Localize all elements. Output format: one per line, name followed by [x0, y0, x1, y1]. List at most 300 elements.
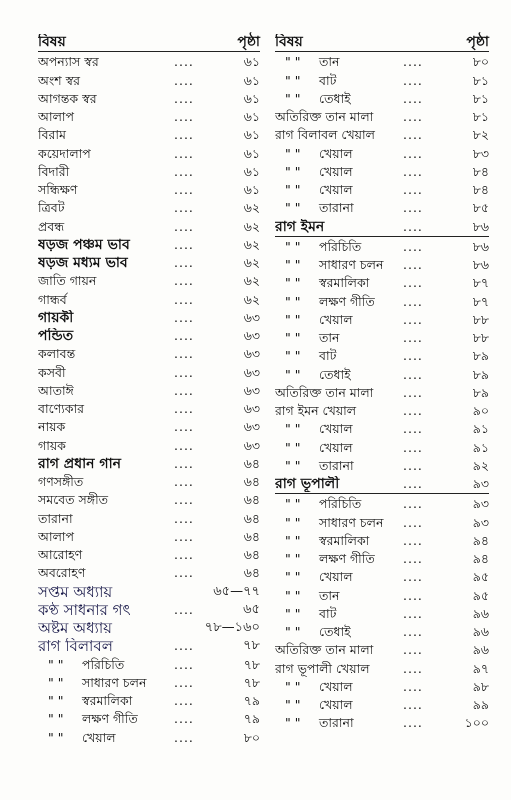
leader-dots: .... [174, 419, 194, 435]
leader-dots: .... [403, 275, 423, 291]
page-number: ৬২ [243, 236, 260, 252]
leader-dots: .... [403, 569, 423, 585]
entry-text: বিরাম [38, 127, 66, 143]
ditto-mark: " " [285, 715, 301, 731]
entry-title [38, 164, 174, 180]
entry-text: অতিরিক্ত তান মালা [275, 384, 374, 400]
leader-dots: .... [174, 711, 194, 727]
entry-title [38, 54, 174, 70]
page-number: ৯২ [472, 457, 489, 473]
toc-entry [38, 709, 260, 727]
ditto-mark: " " [285, 330, 301, 345]
toc-entry [38, 362, 260, 380]
leader-dots: .... [403, 90, 423, 106]
ditto-mark: " " [285, 366, 301, 382]
page-number: ৮১ [472, 109, 489, 124]
toc-entry [275, 198, 489, 216]
page-number: ৯০ [472, 403, 489, 418]
entry-text: তান [319, 54, 340, 70]
entry-title [275, 551, 403, 567]
entry-text: আতাঈ [38, 382, 74, 398]
entry-text: বাট [319, 348, 337, 364]
leader-dots: .... [403, 348, 423, 364]
entry-text: ত্রিবট [38, 200, 65, 216]
page-number: ৬৩ [243, 346, 260, 362]
page-number: ৯৭ [472, 660, 489, 676]
entry-text: অষ্টম অধ্যায় [38, 620, 113, 636]
entry-title [275, 440, 403, 456]
entry-title [38, 492, 174, 508]
entry-text: নায়ক [38, 419, 66, 435]
toc-entry [275, 401, 489, 419]
leader-dots: .... [174, 72, 194, 88]
entry-text: খেয়াল [319, 678, 353, 694]
entry-text: সমবেত সঙ্গীত [38, 492, 109, 508]
entry-text: তারানা [319, 200, 354, 216]
ditto-mark: " " [285, 293, 301, 309]
toc-entry [38, 727, 260, 745]
entry-title [275, 496, 403, 512]
leader-dots: .... [174, 127, 194, 143]
entry-title [38, 401, 174, 417]
page-number: ৮৪ [472, 182, 489, 197]
entry-text: অপন্যাস স্বর [38, 54, 99, 70]
entry-title [275, 182, 403, 198]
ditto-mark: " " [285, 532, 301, 548]
entry-text: গায়ক [38, 437, 66, 453]
leader-dots: .... [403, 72, 423, 88]
entry-title [38, 91, 174, 107]
toc-entry [38, 527, 260, 545]
page-number: ৬১ [243, 182, 260, 197]
page-number: ৯৬ [472, 605, 489, 621]
page-number: ৯৯ [472, 697, 489, 712]
leader-dots: .... [403, 311, 423, 327]
entry-text: আরোহণ [38, 547, 83, 562]
leader-dots: .... [174, 346, 194, 362]
entry-text: রাগ প্রধান গান [38, 455, 121, 472]
entry-title [275, 642, 403, 658]
ditto-mark: " " [285, 145, 301, 161]
ditto-mark: " " [285, 496, 301, 512]
entry-text: রাগ বিলাবল খেয়াল [275, 127, 375, 143]
leader-dots: .... [174, 729, 194, 745]
ditto-mark: " " [285, 457, 301, 473]
page-number: ৬৪ [243, 565, 260, 581]
toc-right-column [275, 30, 489, 731]
entry-title [275, 275, 403, 291]
page-number: ৯৬ [472, 642, 489, 658]
ditto-mark: " " [285, 275, 301, 291]
entry-title [38, 602, 174, 618]
entry-title [38, 693, 174, 709]
toc-left-column [38, 30, 260, 746]
entry-title [275, 164, 403, 180]
toc-entry [38, 691, 260, 709]
leader-dots: .... [174, 309, 194, 325]
entry-title [275, 715, 403, 731]
page-number: ৯৩ [472, 514, 489, 530]
toc-entry [275, 346, 489, 364]
page-number: ৬২ [243, 273, 260, 289]
entry-text: গণসঙ্গীত [38, 474, 84, 489]
entry-title [275, 219, 403, 235]
toc-entry [38, 490, 260, 508]
entry-title [38, 547, 174, 563]
toc-entry [38, 308, 260, 326]
entry-title [275, 200, 403, 216]
page-number: ৬১ [243, 72, 260, 88]
toc-entry [275, 107, 489, 125]
page-number: ৭৯ [243, 693, 260, 708]
page-number: ৮৬ [472, 238, 489, 254]
page-number: ৭৮ [243, 656, 260, 672]
toc-entry [275, 125, 489, 143]
toc-entry [38, 180, 260, 198]
ditto-mark: " " [285, 182, 301, 197]
entry-text: খেয়াল [319, 182, 353, 197]
entry-title [275, 239, 403, 255]
toc-entry [275, 237, 489, 255]
entry-title [38, 456, 174, 472]
entry-title [275, 697, 403, 713]
subject-heading: বিষয় [275, 34, 303, 50]
leader-dots: .... [174, 401, 194, 416]
entry-title [275, 458, 403, 474]
entry-title [38, 657, 174, 673]
entry-title [38, 730, 174, 746]
entry-text: তারানা [38, 510, 73, 526]
toc-entry [38, 673, 260, 691]
entry-text: খেয়াল [82, 729, 116, 745]
entry-text: খেয়াল [319, 569, 353, 585]
entry-title [38, 292, 174, 308]
leader-dots: .... [403, 182, 423, 197]
entry-title [275, 127, 403, 143]
entry-text: সাধারণ চলন [319, 514, 384, 530]
entry-text: তারানা [319, 715, 354, 731]
entry-title [38, 565, 174, 581]
toc-entry [275, 640, 489, 658]
page-number: ৮৯ [472, 384, 489, 400]
page-number: ৬৪ [243, 474, 260, 489]
leader-dots: .... [174, 601, 194, 617]
leader-dots: .... [174, 182, 194, 197]
entry-title [38, 438, 174, 454]
toc-entry [275, 255, 489, 273]
entry-title [275, 367, 403, 383]
toc-entry [38, 125, 260, 143]
toc-header [275, 30, 489, 50]
page-number: ৮৭ [472, 275, 489, 291]
toc-entry [38, 399, 260, 417]
leader-dots: .... [174, 437, 194, 453]
leader-dots: .... [174, 218, 194, 234]
entry-title [275, 73, 403, 89]
leader-dots: .... [403, 384, 423, 400]
entry-text: জাতি গায়ন [38, 273, 97, 289]
entry-text: আলাপ [38, 528, 75, 544]
toc-entry [275, 419, 489, 437]
entry-text: রাগ ভূপালী [275, 476, 340, 492]
toc-entry [275, 604, 489, 622]
leader-dots: .... [403, 496, 423, 512]
page-number: ৮৯ [472, 366, 489, 382]
entry-title [38, 711, 174, 727]
entry-title [38, 182, 174, 198]
entry-title [38, 73, 174, 89]
toc-header [38, 30, 260, 50]
toc-entry [275, 328, 489, 346]
entry-title [275, 403, 403, 419]
page-number: ৬১ [243, 109, 260, 124]
ditto-mark: " " [285, 624, 301, 639]
leader-dots: .... [403, 715, 423, 731]
entry-title [275, 624, 403, 640]
page-number: ৯১ [472, 439, 489, 455]
toc-entry [38, 143, 260, 161]
entry-title [275, 606, 403, 622]
toc-entry [38, 654, 260, 672]
toc-entry [275, 512, 489, 530]
leader-dots: .... [174, 163, 194, 179]
toc-entry [275, 70, 489, 88]
page-number: ১০০ [464, 715, 489, 731]
entry-title [38, 419, 174, 435]
ditto-mark: " " [48, 693, 64, 708]
toc-entry [38, 508, 260, 526]
leader-dots: .... [174, 565, 194, 581]
ditto-mark: " " [285, 605, 301, 621]
leader-dots: .... [403, 532, 423, 548]
toc-entry [38, 344, 260, 362]
entry-text: অতিরিক্ত তান মালা [275, 109, 374, 124]
page-number: ৮৫ [472, 200, 489, 216]
page-number: ৭৮ [243, 638, 260, 654]
toc-entries-right [275, 52, 489, 731]
toc-entry [38, 435, 260, 453]
ditto-mark: " " [285, 257, 301, 272]
page-number: ৬৫—৭৭ [213, 583, 260, 599]
leader-dots: .... [174, 328, 194, 343]
page-number: ৬২ [243, 218, 260, 234]
entry-title [38, 219, 174, 235]
page-number: ৯৩ [472, 496, 489, 512]
leader-dots: .... [174, 200, 194, 216]
toc-entry [275, 494, 489, 512]
leader-dots: .... [403, 127, 423, 143]
page-number: ৯৬ [472, 624, 489, 639]
page-number: ৯৫ [472, 569, 489, 585]
entry-text: রাগ ইমন খেয়াল [275, 403, 357, 418]
toc-entry [38, 454, 260, 472]
entry-text: খেয়াল [319, 163, 353, 179]
toc-entry [38, 253, 260, 271]
page-number: ৯১ [472, 421, 489, 437]
entry-text: বাট [319, 72, 337, 88]
page-number: ৯৩ [472, 476, 489, 491]
leader-dots: .... [403, 145, 423, 161]
entry-text: তেধাই [319, 624, 351, 639]
ditto-mark: " " [285, 90, 301, 106]
page-number: ৬৩ [243, 419, 260, 435]
entry-text: খেয়াল [319, 311, 353, 327]
leader-dots: .... [403, 678, 423, 694]
toc-entry [38, 581, 260, 599]
entry-text: সন্ধিক্ষণ [38, 182, 78, 197]
page-number: ৬২ [243, 291, 260, 307]
entry-text: কয়েদালাপ [38, 145, 91, 161]
leader-dots: .... [174, 236, 194, 252]
leader-dots: .... [403, 218, 423, 234]
entry-title [38, 109, 174, 125]
entry-title [38, 383, 174, 399]
entry-text: রাগ ইমন [275, 218, 325, 235]
leader-dots: .... [403, 293, 423, 309]
page-number: ৬৪ [243, 528, 260, 544]
page-number: ৮১ [472, 72, 489, 88]
page-number: ৭৮—১৬০ [204, 620, 260, 635]
toc-entry [38, 216, 260, 234]
leader-dots: .... [403, 697, 423, 712]
toc-entry [275, 456, 489, 474]
ditto-mark: " " [285, 238, 301, 254]
leader-dots: .... [174, 291, 194, 307]
ditto-mark: " " [285, 587, 301, 603]
entry-title [275, 91, 403, 107]
entry-title [275, 109, 403, 125]
leader-dots: .... [403, 330, 423, 345]
leader-dots: .... [174, 528, 194, 544]
entry-text: সাধারণ চলন [82, 674, 147, 690]
page-heading: পৃষ্ঠা [237, 34, 260, 50]
toc-entry [38, 326, 260, 344]
page-number: ৬৩ [243, 382, 260, 398]
ditto-mark: " " [285, 348, 301, 364]
leader-dots: .... [174, 674, 194, 690]
entry-text: খেয়াল [319, 697, 353, 712]
leader-dots: .... [403, 660, 423, 676]
page-number: ৮৩ [472, 145, 489, 161]
leader-dots: .... [174, 455, 194, 471]
entry-text: বাট [319, 605, 337, 621]
page-number: ৬৪ [243, 455, 260, 471]
entry-text: তেধাই [319, 90, 351, 106]
leader-dots: .... [403, 238, 423, 254]
ditto-mark: " " [48, 656, 64, 672]
toc-entry [275, 273, 489, 291]
page-number: ৯৮ [472, 678, 489, 694]
leader-dots: .... [174, 273, 194, 289]
leader-dots: .... [403, 439, 423, 455]
toc-entry [275, 713, 489, 731]
leader-dots: .... [403, 421, 423, 437]
ditto-mark: " " [285, 72, 301, 88]
entry-title [275, 330, 403, 346]
entry-text: স্বরমালিকা [82, 693, 133, 708]
page-number: ৮১ [472, 90, 489, 106]
entry-title [38, 127, 174, 143]
entry-text: লক্ষণ গীতি [319, 551, 375, 566]
page-number: ৮৬ [472, 218, 489, 234]
toc-entry [275, 52, 489, 70]
toc-entry [275, 310, 489, 328]
entry-title [38, 584, 174, 600]
leader-dots: .... [174, 547, 194, 562]
entry-text: রাগ বিলাবল [38, 638, 113, 655]
toc-entry [38, 70, 260, 88]
entry-text: তেধাই [319, 366, 351, 382]
entry-text: খেয়াল [319, 439, 353, 455]
entry-title [38, 675, 174, 691]
page-heading: পৃষ্ঠা [466, 34, 489, 50]
page-number: ৬১ [243, 145, 260, 161]
entry-text: তান [319, 330, 340, 345]
toc-entry [275, 695, 489, 713]
leader-dots: .... [174, 492, 194, 508]
toc-entry [38, 198, 260, 216]
entry-text: পন্ডিত [38, 328, 74, 344]
page-number: ৬৩ [243, 437, 260, 453]
entry-title [275, 679, 403, 695]
entry-text: বিদারী [38, 163, 70, 179]
page-number: ৯৫ [472, 587, 489, 603]
entry-title [38, 237, 174, 253]
page-number: ৭৮ [243, 674, 260, 690]
leader-dots: .... [403, 54, 423, 70]
leader-dots: .... [403, 257, 423, 272]
toc-entry [38, 472, 260, 490]
ditto-mark: " " [285, 421, 301, 437]
ditto-mark: " " [285, 54, 301, 70]
ditto-mark: " " [285, 311, 301, 327]
entry-text: অংশ স্বর [38, 72, 81, 88]
toc-entry [275, 474, 489, 492]
entry-text: প্রবন্ধ [38, 218, 65, 234]
ditto-mark: " " [48, 711, 64, 727]
page-number: ৬১ [243, 163, 260, 179]
entry-text: আলাপ [38, 109, 75, 124]
ditto-mark: " " [48, 674, 64, 690]
entry-title [275, 294, 403, 310]
leader-dots: .... [403, 624, 423, 639]
toc-entry [38, 600, 260, 618]
leader-dots: .... [174, 656, 194, 672]
leader-dots: .... [174, 145, 194, 161]
toc-entries-left [38, 52, 260, 746]
entry-title [275, 421, 403, 437]
page-number: ৬৩ [243, 401, 260, 416]
entry-text: কসবী [38, 364, 66, 380]
entry-title [275, 348, 403, 364]
page-number: ৮৪ [472, 163, 489, 179]
entry-title [38, 255, 174, 271]
page-number: ৮২ [472, 127, 489, 143]
ditto-mark: " " [285, 569, 301, 585]
entry-title [38, 365, 174, 381]
leader-dots: .... [174, 54, 194, 70]
page-number: ৯৪ [472, 551, 489, 566]
entry-title [275, 54, 403, 70]
toc-entry [38, 618, 260, 636]
entry-text: খেয়াল [319, 421, 353, 437]
entry-title [275, 312, 403, 328]
toc-entry [275, 658, 489, 676]
subject-heading: বিষয় [38, 34, 66, 50]
entry-title [38, 200, 174, 216]
leader-dots: .... [403, 403, 423, 418]
toc-entry [38, 289, 260, 307]
